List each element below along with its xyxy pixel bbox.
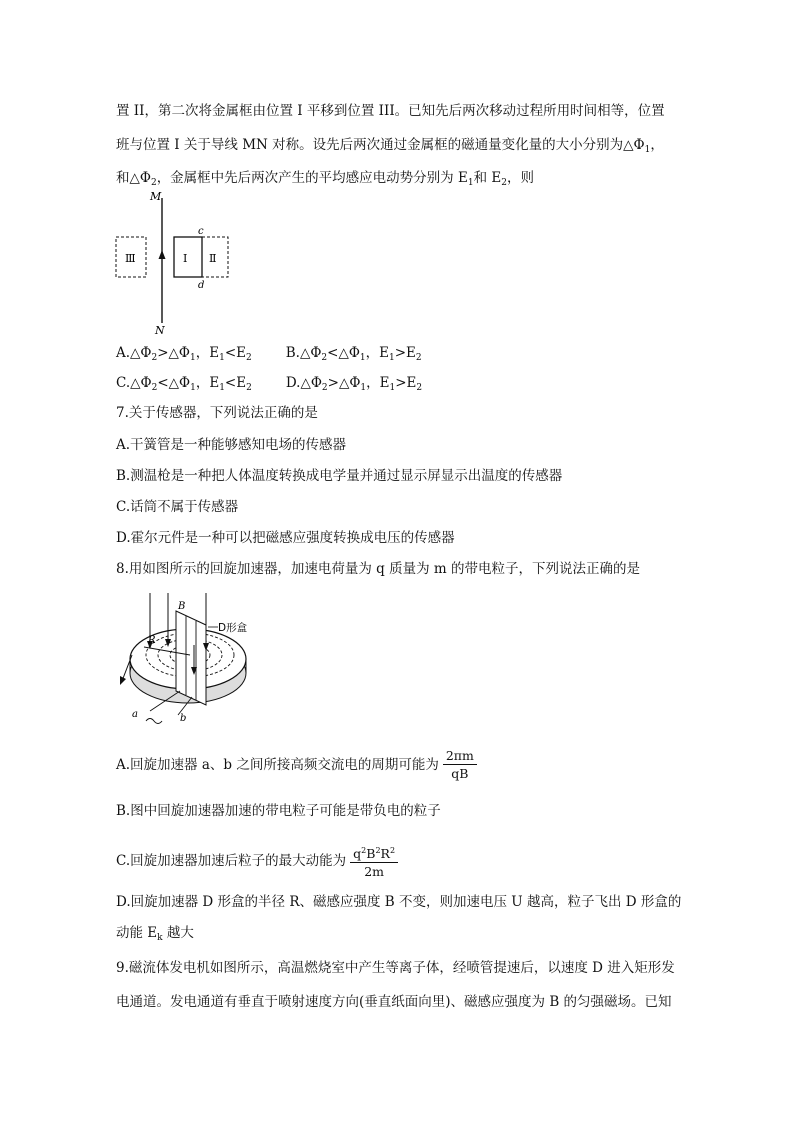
q6-options-row-2 [116,373,422,398]
q9-line-1: 9.磁流体发电机如图所示，高温燃烧室中产生等离子体，经喷管提速后，以速度 D 进入矩形发 [116,960,675,976]
q8-option-B: B.图中回旋加速器加速的带电粒子可能是带负电的粒子 [116,803,441,819]
label-B: B [178,601,186,612]
q6-options-row-1 [116,343,422,368]
q8-stem: 8.用如图所示的回旋加速器，加速电荷量为 q 质量为 m 的带电粒子，下列说法正确的是 [116,561,640,577]
label-R: R [148,635,156,646]
q6-option-C: $C.\triangle\Phi_2<\triangle\Phi_1$，$E_1<E_2$ [116,375,252,393]
current-arrow-icon [159,250,166,259]
cyclotron-figure [110,585,270,725]
q8-option-D-line-1: D.回旋加速器 D 形盒的半径 R、磁感应强度 B 不变，则加速电压 U 越高，粒子飞出 D 形盒的 [116,894,682,910]
q7-option-B: B.测温枪是一种把人体温度转换成电学量并通过显示屏显示出温度的传感器 [116,468,563,484]
label-a: a [132,709,138,720]
svg-text:Ⅰ: Ⅰ [183,252,188,265]
kinetic-energy-fraction: $\frac{q^2B^2R^2}{2m}$ [350,843,398,879]
q7-option-C: C.话筒不属于传感器 [116,499,239,515]
q7-option-A: A.干簧管是一种能够感知电场的传感器 [116,437,347,453]
label-N: N [155,324,165,337]
label-D-box: D形盒 [218,622,248,634]
label-c: c [198,226,204,237]
q8-option-A: A.回旋加速器 a、b 之间所接高频交流电的周期可能为 $\frac{2\pi m}{qB}$ [116,748,477,781]
q8-option-D-line-2: 动能 $E_k$ 越大 [116,925,194,943]
ac-source-icon [146,719,162,724]
label-M: M [150,190,162,203]
period-fraction: $\frac{2\pi m}{qB}$ [443,748,477,781]
intro-line-3: 和$\triangle\Phi_2$，金属框中先后两次产生的平均感应电动势分别为 $E_1$和 $E_2$，则 [116,170,534,188]
frame-position-I [174,237,202,277]
q8-option-C: C.回旋加速器加速后粒子的最大动能为 $\frac{q^2B^2R^2}{2m}$ [116,843,398,879]
intro-line-1: 置 II，第二次将金属框由位置 I 平移到位置 III。已知先后两次移动过程所用时间相等，位置 [116,103,665,119]
svg-text:Ⅱ: Ⅱ [209,252,217,265]
q6-option-B: $B.\triangle\Phi_2<\triangle\Phi_1$，$E_1>E_2$ [285,345,422,363]
q9-line-2: 电通道。发电通道有垂直于喷射速度方向(垂直纸面向里)、磁感应强度为 B 的匀强磁场。已知 [116,994,672,1010]
wire-frame-figure [110,188,250,338]
svg-text:Ⅲ: Ⅲ [125,252,136,265]
q6-option-A: $A.\triangle\Phi_2>\triangle\Phi_1$，$E_1<E_2$ [116,345,252,363]
q7-stem: 7.关于传感器，下列说法正确的是 [116,405,318,421]
q6-option-D: $D.\triangle\Phi_2>\triangle\Phi_1$，$E_1>E_2$ [285,375,423,393]
label-d: d [198,280,205,291]
intro-line-2: 班与位置 I 关于导线 MN 对称。设先后两次通过金属框的磁通量变化量的大小分别为$\triangle\Phi_1$， [116,137,664,155]
q7-option-D: D.霍尔元件是一种可以把磁感应强度转换成电压的传感器 [116,530,455,546]
label-b: b [180,713,187,724]
